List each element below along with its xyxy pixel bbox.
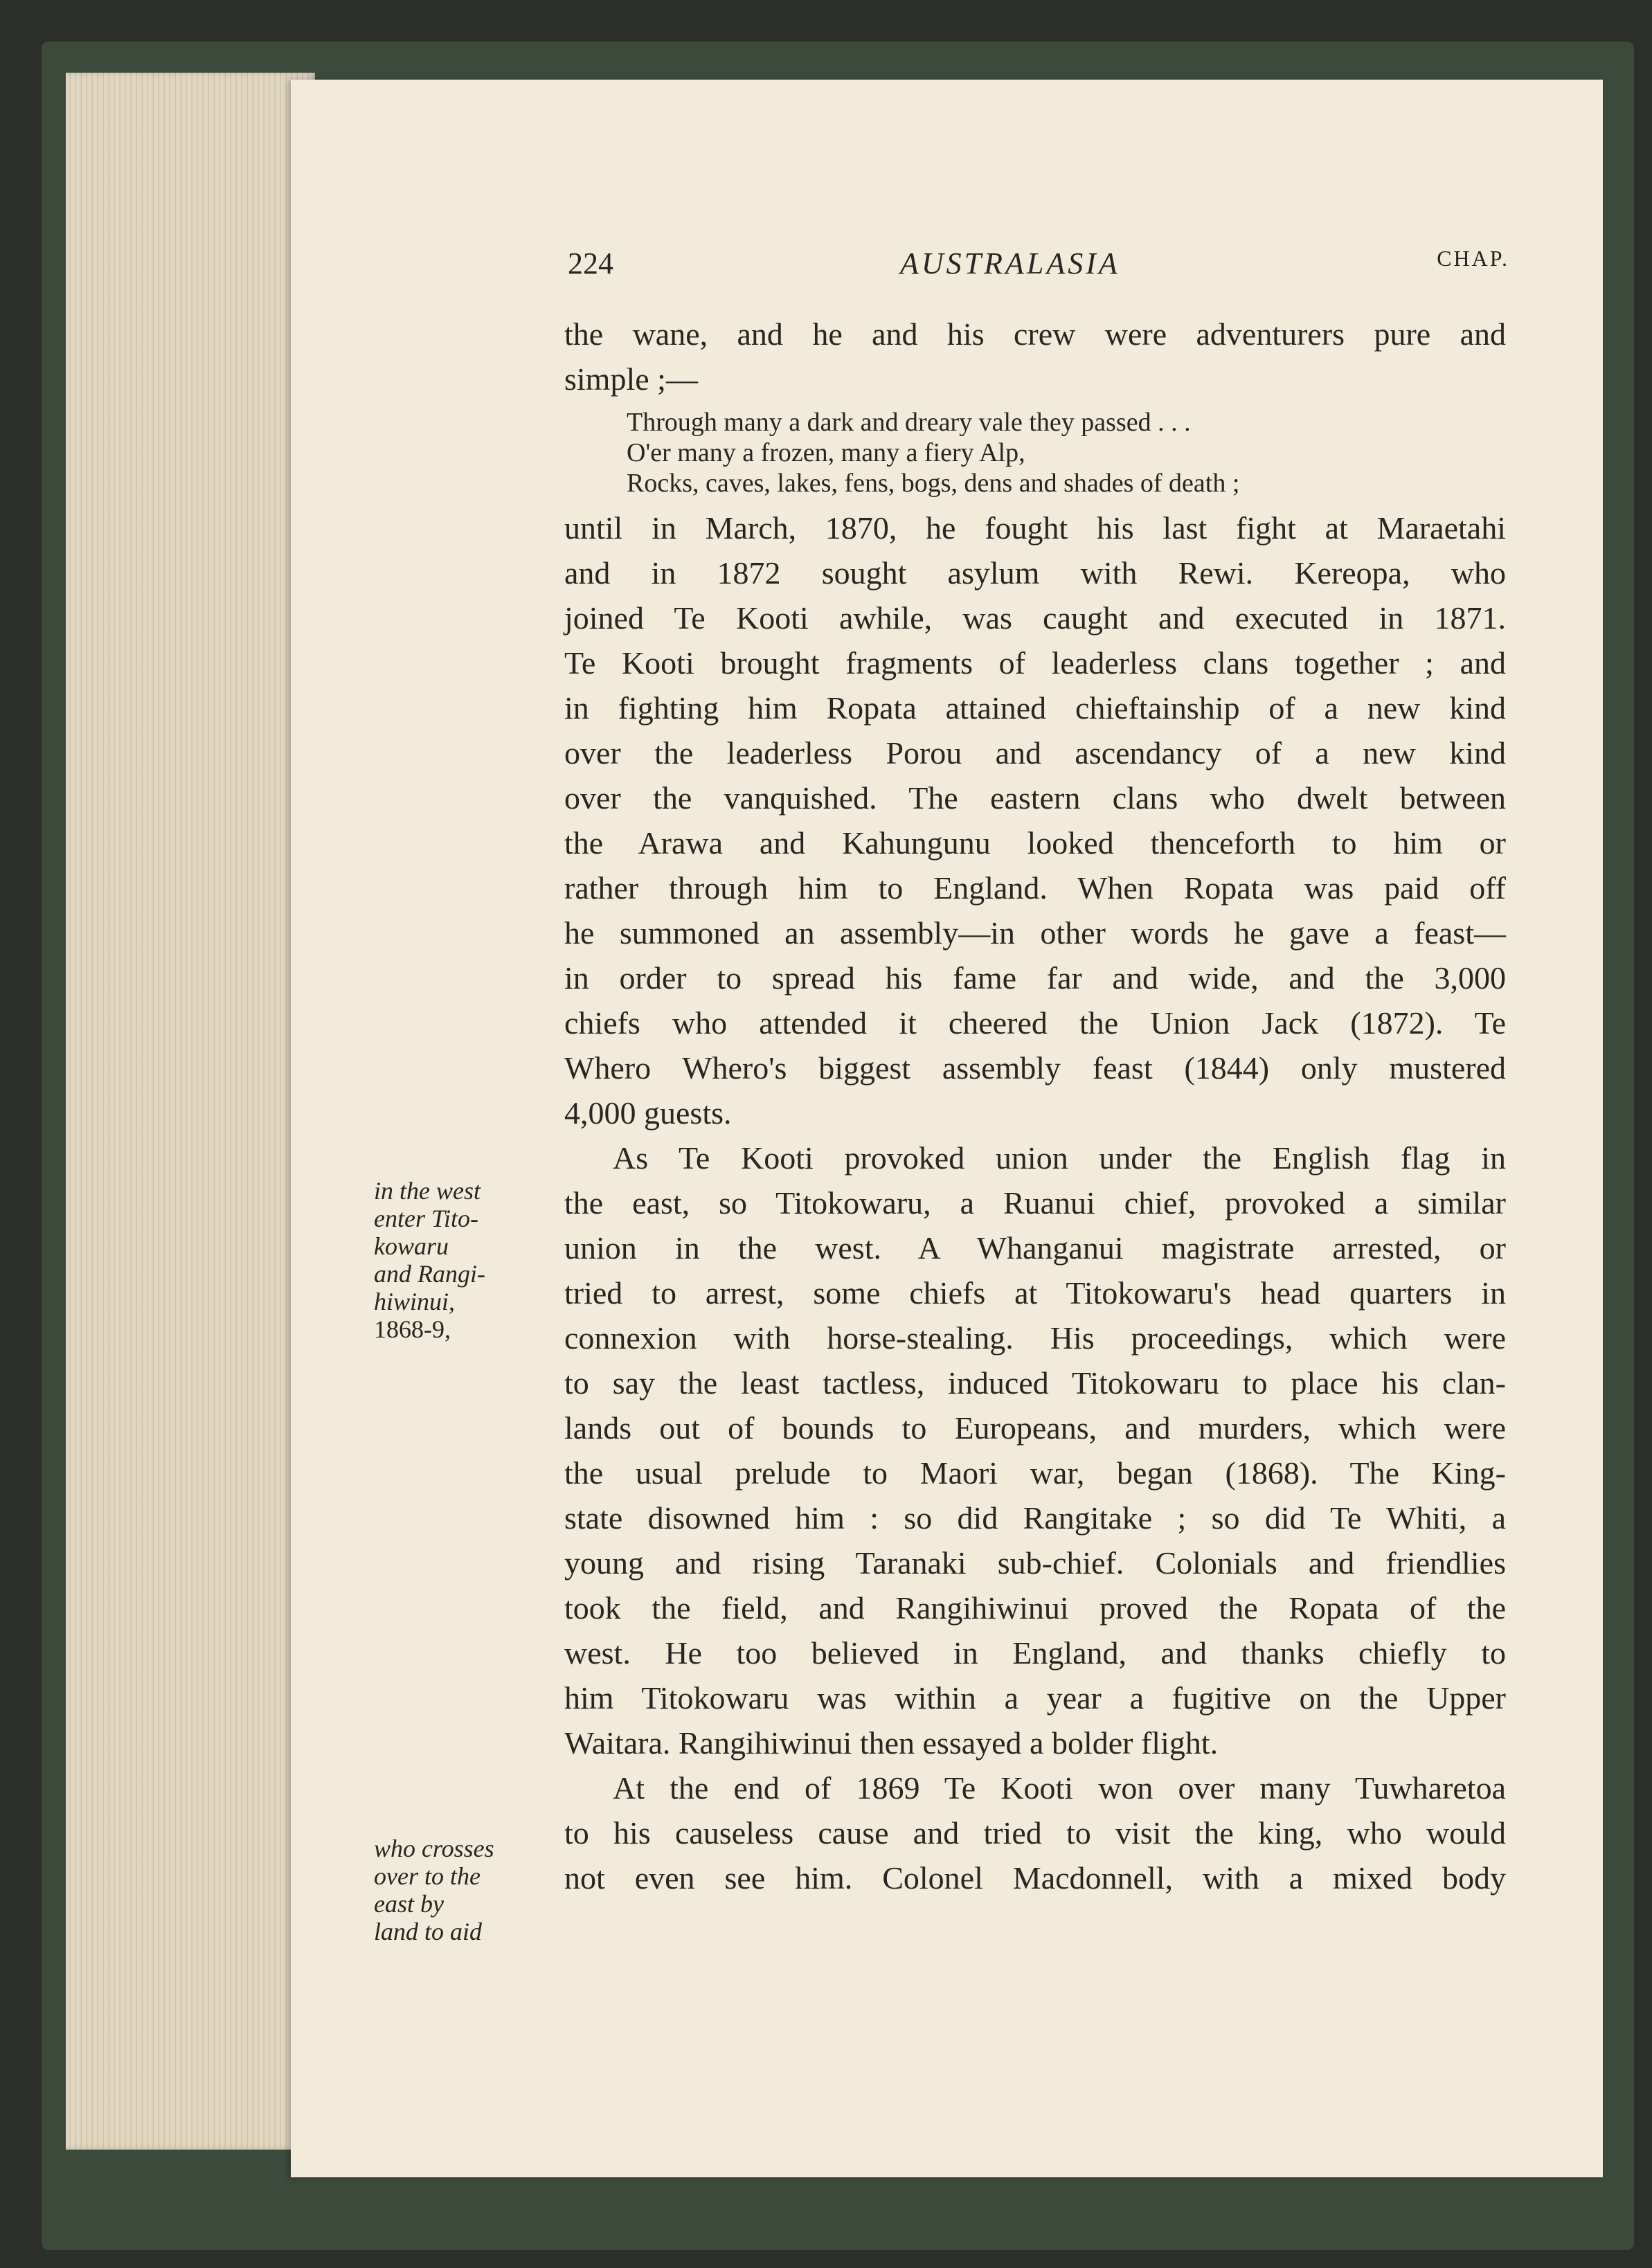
- text-line: the Arawa and Kahungunu looked thenceforth to him or: [564, 825, 1506, 861]
- text-line: connexion with horse-stealing. His proceedings, which were: [564, 1320, 1506, 1356]
- text-line: the wane, and he and his crew were adventurers pure and: [564, 316, 1506, 352]
- text-line: Whero Whero's biggest assembly feast (1844) only mustered: [564, 1050, 1506, 1086]
- paragraph: [564, 1135, 1506, 1765]
- margin-note-line: 1868-9,: [374, 1315, 451, 1343]
- text-line: simple ;—: [564, 361, 698, 397]
- page-edges: [66, 73, 315, 2150]
- text-line: over the vanquished. The eastern clans who dwelt between: [564, 780, 1506, 816]
- margin-note-line: land to aid: [374, 1918, 483, 1945]
- paragraph: [564, 505, 1506, 1135]
- margin-note-line: enter Tito-: [374, 1205, 478, 1232]
- text-line: joined Te Kooti awhile, was caught and executed in 1871.: [564, 600, 1506, 636]
- text-line: in fighting him Ropata attained chieftainship of a new kind: [564, 690, 1506, 726]
- margin-note-line: and Rangi-: [374, 1260, 485, 1288]
- margin-note-line: who crosses: [374, 1835, 494, 1862]
- text-line: to say the least tactless, induced Titokowaru to place his clan-: [564, 1365, 1506, 1401]
- margin-note-line: east by: [374, 1890, 444, 1918]
- text-line: 4,000 guests.: [564, 1095, 732, 1131]
- text-line: tried to arrest, some chiefs at Titokowaru's head quarters in: [564, 1275, 1506, 1311]
- text-line: the usual prelude to Maori war, began (1868). The King-: [564, 1455, 1506, 1491]
- verse-line: Through many a dark and dreary vale they passed . . .: [627, 408, 1191, 437]
- text-line: chiefs who attended it cheered the Union Jack (1872). Te: [564, 1005, 1506, 1041]
- text-line: state disowned him : so did Rangitake ; so did Te Whiti, a: [564, 1500, 1506, 1536]
- paragraph: [564, 312, 1506, 402]
- text-line: As Te Kooti provoked union under the English flag in: [613, 1140, 1506, 1176]
- text-line: the east, so Titokowaru, a Ruanui chief, provoked a similar: [564, 1185, 1506, 1221]
- margin-note-line: kowaru: [374, 1232, 449, 1260]
- running-header: [568, 246, 1509, 287]
- page-number: 224: [568, 246, 613, 280]
- text-line: until in March, 1870, he fought his last fight at Maraetahi: [564, 510, 1506, 546]
- text-line: not even see him. Colonel Macdonnell, with a mixed body: [564, 1860, 1506, 1896]
- text-line: west. He too believed in England, and thanks chiefly to: [564, 1635, 1506, 1671]
- text-line: to his causeless cause and tried to visit the king, who would: [564, 1815, 1506, 1851]
- text-line: young and rising Taranaki sub-chief. Colonials and friendlies: [564, 1545, 1506, 1581]
- text-line: in order to spread his fame far and wide, and the 3,000: [564, 960, 1506, 996]
- verse-line: O'er many a frozen, many a fiery Alp,: [627, 438, 1025, 467]
- margin-note-line: in the west: [374, 1177, 481, 1205]
- text-line: took the field, and Rangihiwinui proved the Ropata of the: [564, 1590, 1506, 1626]
- text-line: lands out of bounds to Europeans, and murders, which were: [564, 1410, 1506, 1446]
- text-line: Te Kooti brought fragments of leaderless clans together ; and: [564, 645, 1506, 681]
- text-line: Waitara. Rangihiwinui then essayed a bolder flight.: [564, 1725, 1219, 1761]
- paragraph: [564, 1765, 1506, 1900]
- verse-line: Rocks, caves, lakes, fens, bogs, dens and shades of death ;: [627, 469, 1240, 498]
- body-text: [564, 312, 1506, 1900]
- chapter-label: CHAP.: [1437, 246, 1509, 271]
- text-line: over the leaderless Porou and ascendancy of a new kind: [564, 735, 1506, 771]
- margin-note-line: over to the: [374, 1862, 481, 1890]
- margin-note-line: hiwinui,: [374, 1288, 456, 1315]
- text-line: and in 1872 sought asylum with Rewi. Kereopa, who: [564, 555, 1506, 591]
- text-line: union in the west. A Whanganui magistrate arrested, or: [564, 1230, 1506, 1266]
- text-line: him Titokowaru was within a year a fugitive on the Upper: [564, 1680, 1506, 1716]
- margin-note: [374, 1177, 561, 1343]
- running-title: AUSTRALASIA: [900, 246, 1120, 280]
- margin-note: [374, 1835, 561, 1945]
- text-line: he summoned an assembly—in other words he gave a feast—: [564, 915, 1506, 951]
- text-line: At the end of 1869 Te Kooti won over many Tuwharetoa: [613, 1770, 1506, 1806]
- text-line: rather through him to England. When Ropata was paid off: [564, 870, 1506, 906]
- verse-quotation: [564, 407, 1506, 498]
